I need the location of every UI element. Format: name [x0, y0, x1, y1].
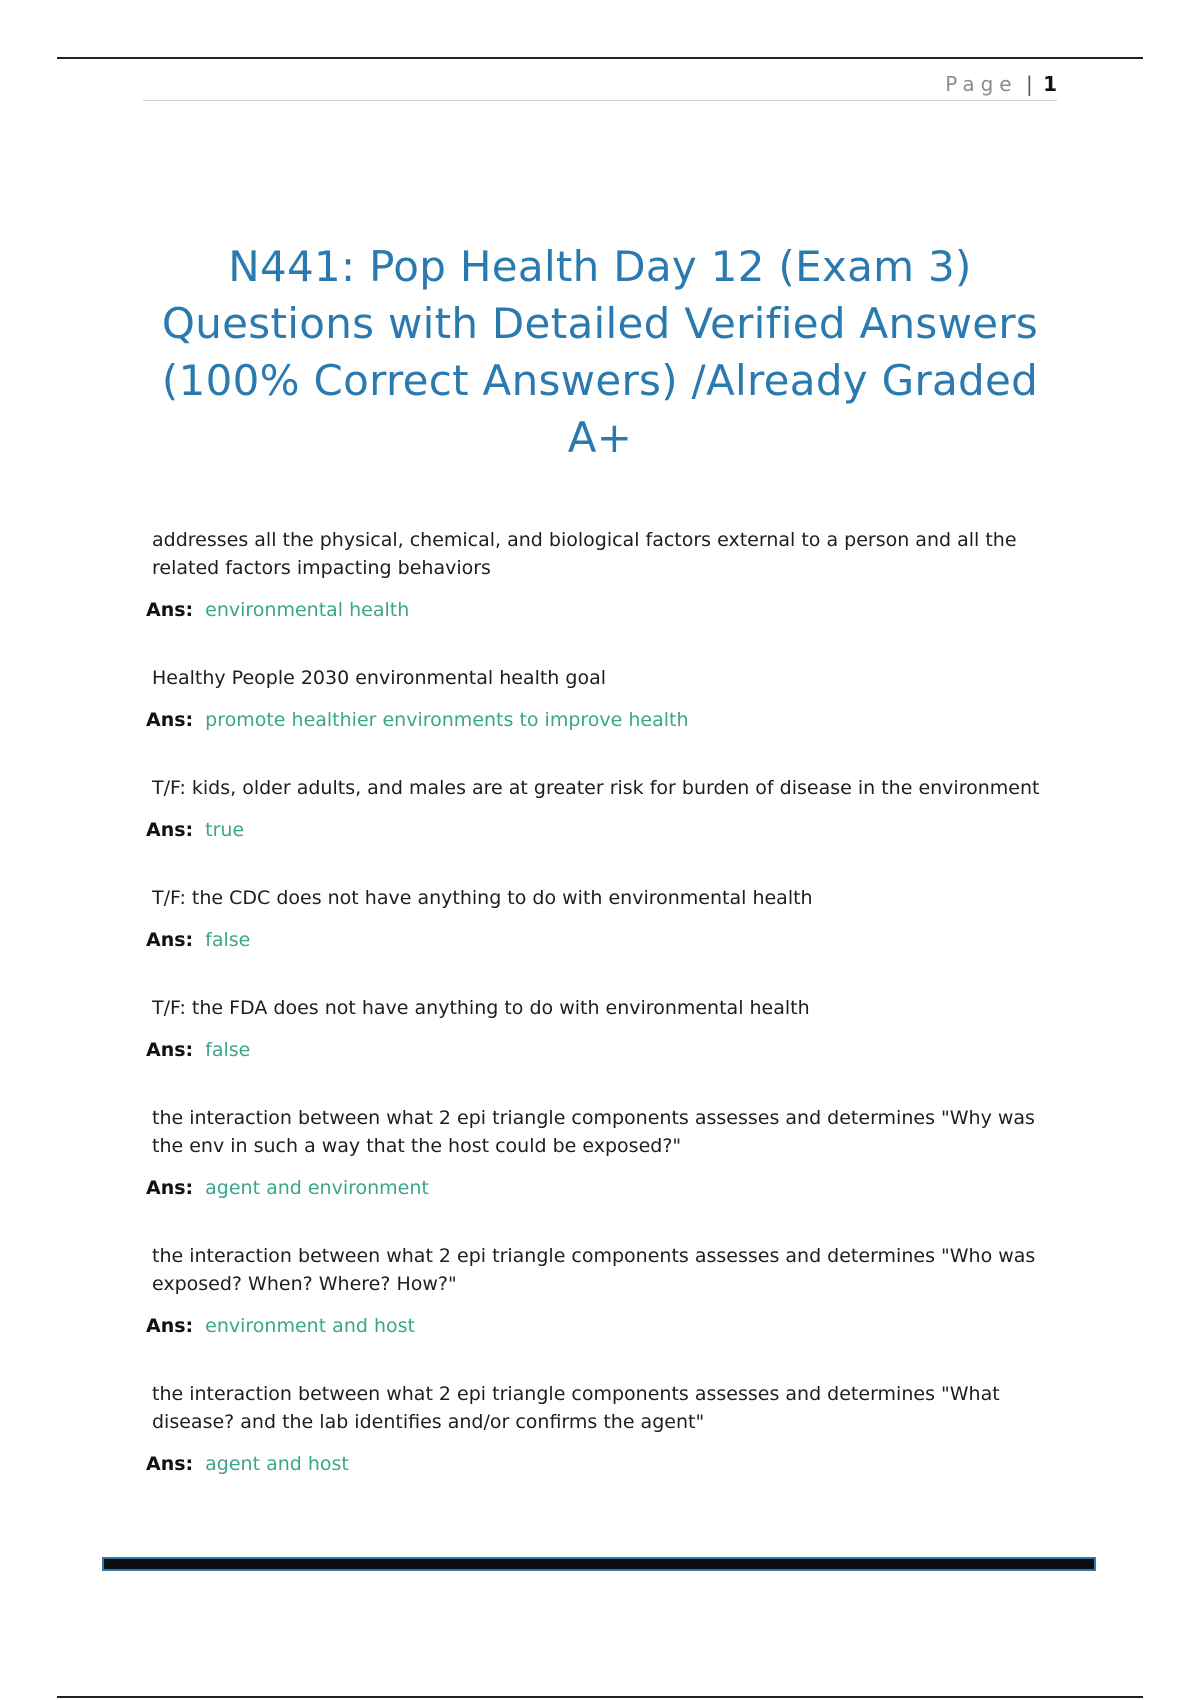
qa-item — [146, 1104, 1066, 1202]
qa-item — [146, 884, 1066, 954]
qa-item — [146, 774, 1066, 844]
question-text: addresses all the physical, chemical, and biological factors external to a person and all the related factors impacting behaviors — [152, 529, 1017, 579]
answer-text: false — [205, 929, 251, 951]
page-number: 1 — [1043, 72, 1057, 96]
answer-text: agent and environment — [205, 1177, 429, 1199]
answer-label: Ans: — [146, 599, 194, 621]
answer-label: Ans: — [146, 709, 194, 731]
answer-line — [146, 596, 1066, 624]
answer-label: Ans: — [146, 1315, 194, 1337]
page-header — [143, 70, 1057, 101]
question-text: T/F: the FDA does not have anything to do with environmental health — [152, 997, 810, 1019]
qa-item — [146, 994, 1066, 1064]
answer-line — [146, 706, 1066, 734]
question-text: the interaction between what 2 epi triangle components assesses and determines "What disease? and the lab identifies and/or confirms the agent" — [152, 1383, 1000, 1433]
question-text: T/F: the CDC does not have anything to do with environmental health — [152, 887, 813, 909]
answer-line — [146, 926, 1066, 954]
answer-text: true — [205, 819, 245, 841]
qa-item — [146, 1242, 1066, 1340]
document-title: N441: Pop Health Day 12 (Exam 3) Questions with Detailed Verified Answers (100% Correct Answers) /Already Graded A+ — [161, 242, 1039, 462]
answer-label: Ans: — [146, 1177, 194, 1199]
answer-label: Ans: — [146, 819, 194, 841]
top-rule — [57, 57, 1143, 59]
answer-text: promote healthier environments to improve health — [205, 709, 689, 731]
answer-label: Ans: — [146, 1453, 194, 1475]
answer-line — [146, 1174, 1066, 1202]
question-text: T/F: kids, older adults, and males are at greater risk for burden of disease in the environment — [152, 777, 1040, 799]
question-text: the interaction between what 2 epi triangle components assesses and determines "Why was the env in such a way that the host could be exposed?" — [152, 1107, 1035, 1157]
page-label: Page — [945, 72, 1018, 96]
answer-line — [146, 816, 1066, 844]
qa-list — [146, 526, 1066, 1518]
answer-label: Ans: — [146, 1039, 194, 1061]
question-text: Healthy People 2030 environmental health goal — [152, 667, 606, 689]
qa-item — [146, 664, 1066, 734]
question-text: the interaction between what 2 epi triangle components assesses and determines "Who was exposed? When? Where? How?" — [152, 1245, 1036, 1295]
page-separator: | — [1025, 72, 1033, 96]
qa-item — [146, 526, 1066, 624]
answer-text: agent and host — [205, 1453, 349, 1475]
answer-label: Ans: — [146, 929, 194, 951]
footer-bar — [102, 1557, 1096, 1571]
answer-line — [146, 1312, 1066, 1340]
answer-line — [146, 1450, 1066, 1478]
bottom-rule — [57, 1696, 1143, 1698]
answer-text: false — [205, 1039, 251, 1061]
answer-line — [146, 1036, 1066, 1064]
answer-text: environment and host — [205, 1315, 415, 1337]
qa-item — [146, 1380, 1066, 1478]
answer-text: environmental health — [205, 599, 410, 621]
